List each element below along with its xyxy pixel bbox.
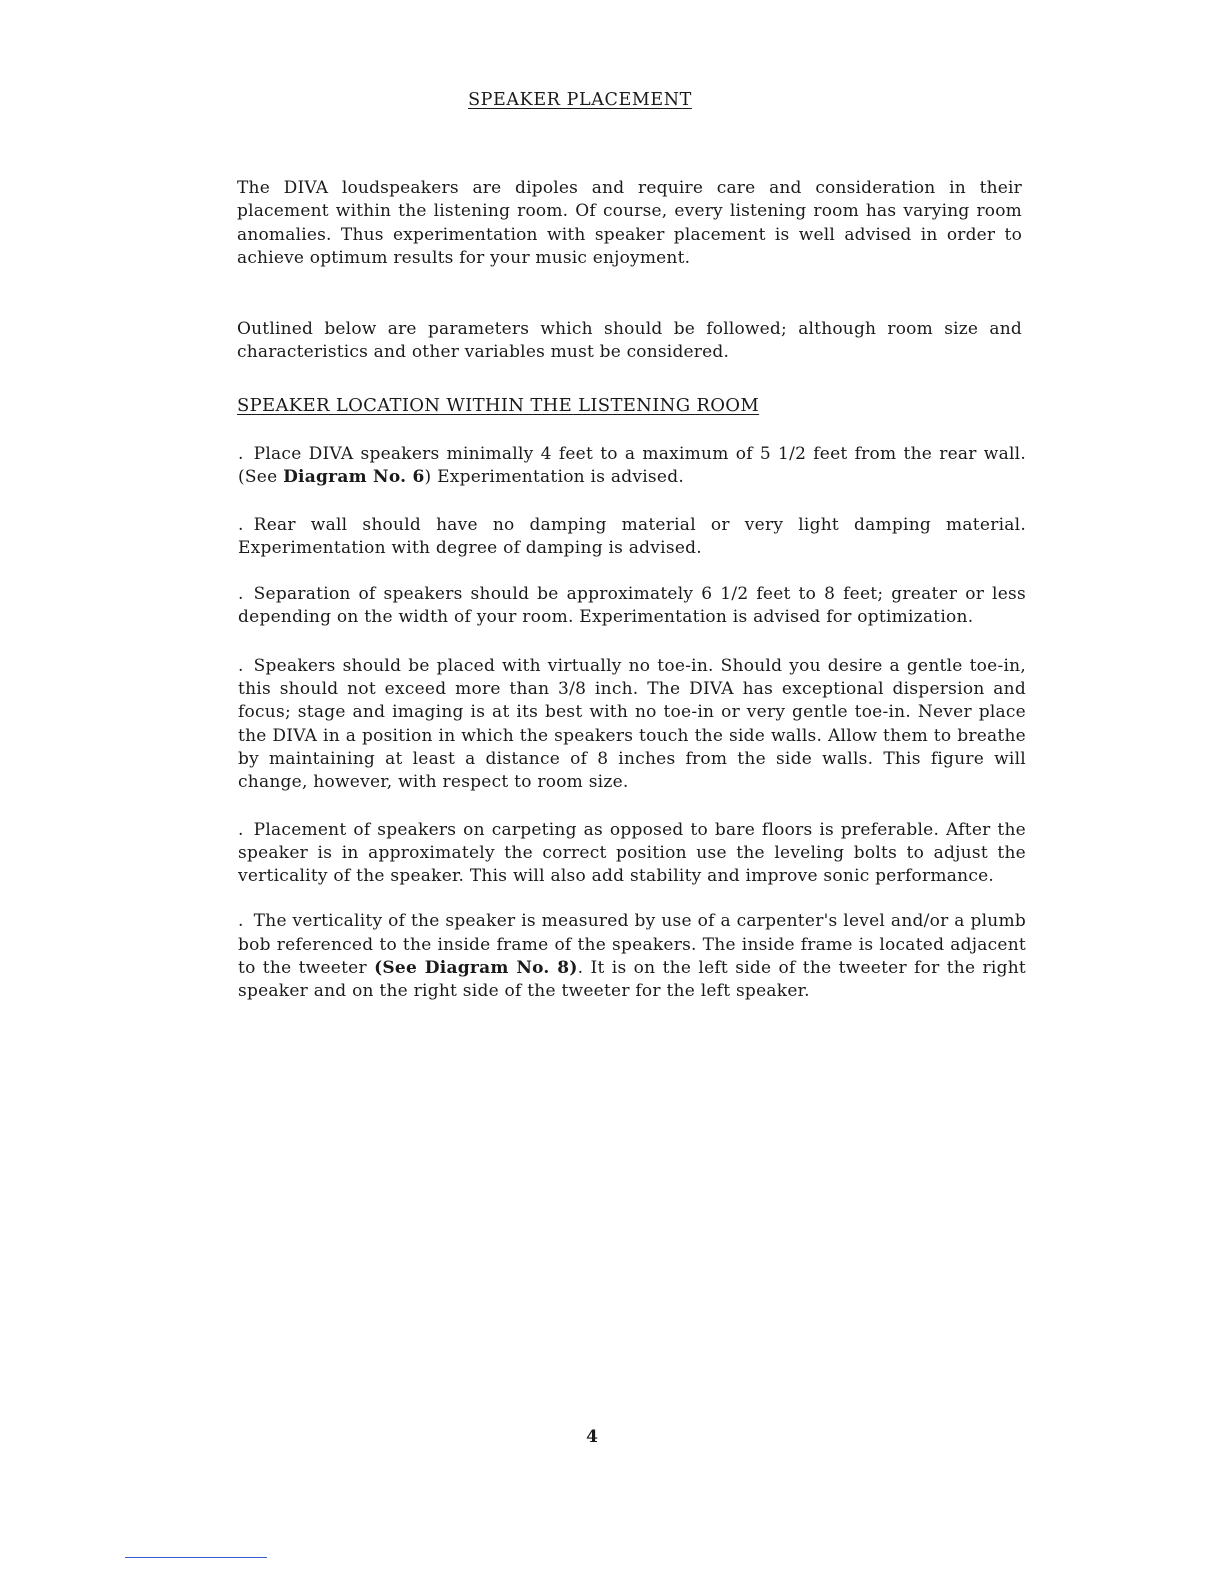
bullet-marker: . [238, 911, 244, 932]
footer-divider [125, 1557, 267, 1558]
guideline-item-rear-wall-damping [238, 514, 1026, 561]
intro-paragraph-1: The DIVA loudspeakers are dipoles and require care and consideration in their placement within the listening room. Of course, every listening room has varying room anomalies. Thus experimentation with speaker placement is well advised in order to achieve optimum results for your music enjoyment. [237, 178, 1022, 268]
bullet-marker: . [238, 584, 244, 605]
guideline-item-rear-wall-distance [238, 443, 1026, 490]
guideline-text: Speakers should be placed with virtually no toe-in. Should you desire a gentle toe-in, this should not exceed more than 3/8 inch. The DIVA has exceptional dispersion and focus; stage and imaging is at its best with no toe-in or very gentle toe-in. Never place the DIVA in a position in which the speakers touch the side walls. Allow them to breathe by maintaining at least a distance of 8 inches from the side walls. This figure will change, however, with respect to room size. [238, 655, 1026, 793]
bullet-marker: . [238, 655, 244, 676]
guideline-item-separation [238, 583, 1026, 630]
guideline-item-verticality [238, 910, 1026, 1003]
guideline-text: Rear wall should have no damping material or very light damping material. Experimentation with degree of damping is advised. [238, 514, 1026, 558]
page-number: 4 [586, 1427, 598, 1447]
guideline-text: . It is on the left side of the tweeter for the right speaker and on the right side of the tweeter for the left speaker. [238, 958, 1026, 1002]
intro-paragraph-2: Outlined below are parameters which should be followed; although room size and characteristics and other variables must be considered. [237, 319, 1022, 363]
diagram-reference: (See Diagram No. 8) [374, 958, 578, 979]
bullet-marker: . [238, 819, 244, 840]
guideline-text: ) Experimentation is advised. [424, 467, 684, 488]
diagram-reference: Diagram No. 6 [283, 467, 425, 488]
guideline-item-carpeting [238, 819, 1026, 889]
page-title: SPEAKER PLACEMENT [468, 90, 692, 110]
placement-guidelines-list [238, 443, 1026, 1027]
guideline-item-toe-in [238, 655, 1026, 795]
guideline-text: The verticality of the speaker is measured by use of a carpenter's level and/or a plumb bob referenced to the inside frame of the speakers. The inside frame is located adjacent to the tweeter [238, 911, 1026, 979]
section-heading: SPEAKER LOCATION WITHIN THE LISTENING ROOM [237, 395, 760, 416]
bullet-marker: . [238, 444, 244, 464]
guideline-text: Separation of speakers should be approximately 6 1/2 feet to 8 feet; greater or less depending on the width of your room. Experimentation is advised for optimization. [238, 584, 1026, 628]
guideline-text: Placement of speakers on carpeting as opposed to bare floors is preferable. After the speaker is in approximately the correct position use the leveling bolts to adjust the verticality of the speaker. This will also add stability and improve sonic performance. [238, 819, 1026, 887]
bullet-marker: . [238, 514, 244, 535]
guideline-text: Place DIVA speakers minimally 4 feet to a maximum of 5 1/2 feet from the rear wall. (See [238, 444, 1026, 488]
